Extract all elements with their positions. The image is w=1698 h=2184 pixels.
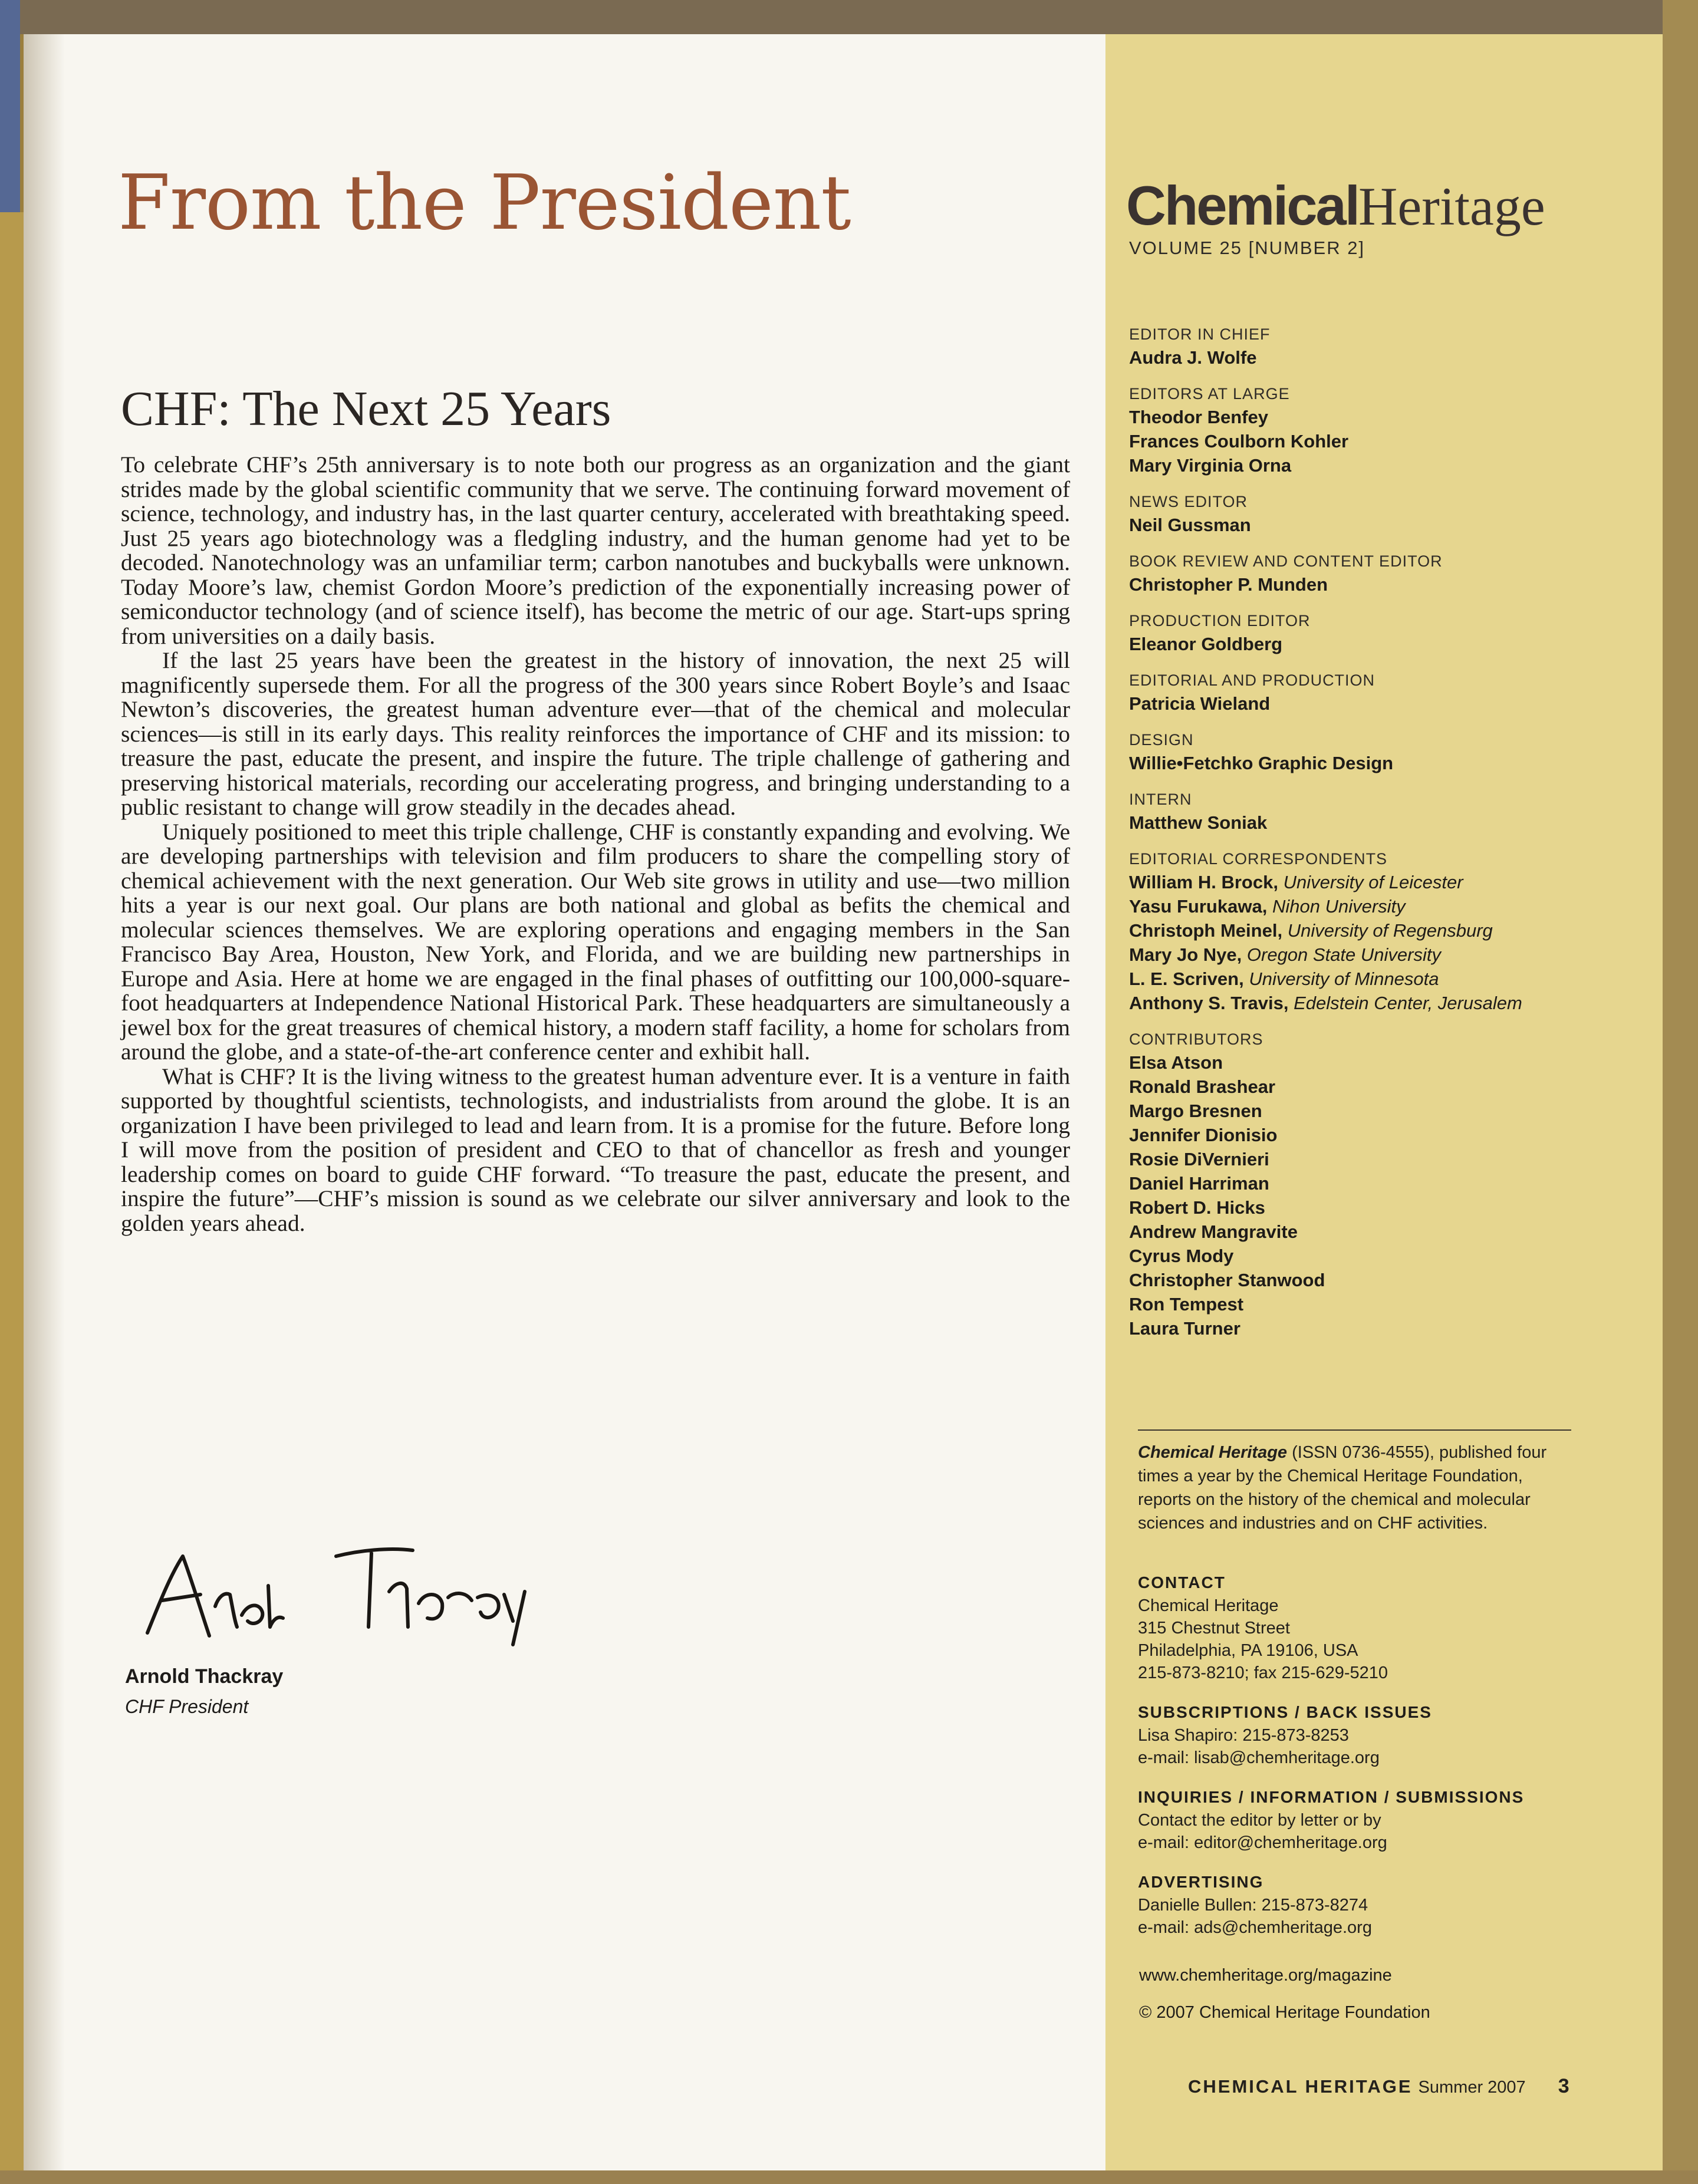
info-section — [1138, 1786, 1598, 1854]
page-footer — [1188, 2075, 1569, 2098]
info-line: Contact the editor by letter or by — [1138, 1811, 1381, 1830]
info-line[interactable]: e-mail: ads@chemheritage.org — [1138, 1918, 1372, 1937]
staff-name — [1129, 1050, 1613, 1075]
masthead-logo — [1126, 174, 1545, 238]
affiliation: Edelstein Center, Jerusalem — [1294, 993, 1522, 1013]
staff-section — [1129, 490, 1613, 537]
paragraph: Uniquely positioned to meet this triple challenge, CHF is constantly expanding and evolving. We are developing partnerships with television and film producers to share the compelling story of chemical achievement with the next generation. Our Web site grows in utility and use—two million hits a year is our next goal. Our plans are both national and global as befits the chemical and molecular sciences themselves. We are exploring operations and engaging members in the San Francisco Bay Area, Houston, New York, and Florida, and we are building new partnerships in Europe and Asia. Here at home we are engaged in the final phases of outfitting our 100,000-square-foot headquarters at Independence National Historical Park. These headquarters are simultaneously a jewel box for the great treasures of chemical history, a modern staff facility, a home for scholars from around the globe, and a state-of-the-art conference center and exhibit hall. — [121, 818, 1070, 1065]
info-heading: SUBSCRIPTIONS / BACK ISSUES — [1138, 1703, 1432, 1721]
staff-role-heading: NEWS EDITOR — [1129, 493, 1248, 510]
affiliation: University of Regensburg — [1287, 920, 1493, 941]
info-line: Danielle Bullen: 215-873-8274 — [1138, 1896, 1368, 1915]
staff-role-heading: EDITORS AT LARGE — [1129, 385, 1290, 403]
handwritten-signature — [136, 1533, 548, 1651]
scan-edge-gold — [0, 212, 24, 2184]
staff-name — [1129, 1099, 1613, 1123]
affiliation: Oregon State University — [1246, 944, 1441, 965]
staff-role-heading: EDITOR IN CHIEF — [1129, 325, 1271, 343]
person-name: Frances Coulborn Kohler — [1129, 431, 1349, 452]
article-title: CHF: The Next 25 Years — [121, 381, 611, 436]
staff-role-heading: CONTRIBUTORS — [1129, 1030, 1263, 1048]
staff-section — [1129, 610, 1613, 656]
staff-name — [1129, 1244, 1613, 1268]
scan-edge-blue — [0, 0, 20, 212]
staff-name — [1129, 918, 1613, 943]
person-name: Christopher P. Munden — [1129, 574, 1328, 595]
page-number: 3 — [1558, 2075, 1569, 2097]
info-line: Philadelphia, PA 19106, USA — [1138, 1641, 1358, 1660]
staff-name — [1129, 691, 1613, 716]
info-line: Chemical Heritage — [1138, 1596, 1279, 1615]
staff-section — [1129, 1028, 1613, 1340]
info-section — [1138, 1571, 1598, 1684]
staff-role-heading: EDITORIAL CORRESPONDENTS — [1129, 850, 1388, 868]
staff-name — [1129, 991, 1613, 1015]
person-name: Robert D. Hicks — [1129, 1197, 1265, 1218]
divider — [1138, 1429, 1571, 1431]
person-name: Jennifer Dionisio — [1129, 1125, 1278, 1145]
info-section — [1138, 1701, 1598, 1769]
person-name: Andrew Mangravite — [1129, 1221, 1298, 1242]
affiliation: University of Leicester — [1283, 872, 1463, 892]
website-link[interactable]: www.chemheritage.org/magazine — [1139, 1966, 1392, 1985]
person-name: Christopher Stanwood — [1129, 1270, 1325, 1290]
scan-background-right — [1663, 0, 1698, 2184]
staff-section — [1129, 848, 1613, 1015]
footer-magazine-name: CHEMICAL HERITAGE — [1188, 2076, 1413, 2097]
person-name: Margo Bresnen — [1129, 1101, 1262, 1121]
person-name: Anthony S. Travis, — [1129, 993, 1289, 1013]
staff-name — [1129, 572, 1613, 597]
info-line[interactable]: e-mail: editor@chemheritage.org — [1138, 1833, 1387, 1852]
person-name: Matthew Soniak — [1129, 812, 1268, 833]
staff-section — [1129, 550, 1613, 597]
staff-name — [1129, 1268, 1613, 1292]
section-title: From the President — [118, 159, 851, 247]
staff-name — [1129, 632, 1613, 656]
person-name: Christoph Meinel, — [1129, 920, 1283, 941]
staff-name — [1129, 453, 1613, 477]
info-line[interactable]: e-mail: lisab@chemheritage.org — [1138, 1748, 1380, 1767]
info-heading: ADVERTISING — [1138, 1873, 1264, 1891]
paragraph: What is CHF? It is the living witness to the greatest human adventure ever. It is a venture in faith supported by thoughtful scientists, technologists, and industrialists from around the globe. It is an organization I have been privileged to lead and learn from. It is a promise for the future. Before long I will move from the position of president and CEO to that of chancellor as fresh and younger leadership comes on board to guide CHF forward. “To treasure the past, educate the present, and inspire the future”—CHF’s mission is sound as we celebrate our silver anniversary and look to the golden years ahead. — [121, 1063, 1070, 1236]
info-line: Lisa Shapiro: 215-873-8253 — [1138, 1726, 1349, 1745]
staff-name — [1129, 967, 1613, 991]
person-name: Audra J. Wolfe — [1129, 347, 1257, 368]
staff-name — [1129, 1171, 1613, 1195]
affiliation: Nihon University — [1272, 896, 1406, 917]
signer-role: CHF President — [125, 1696, 249, 1717]
info-heading: INQUIRIES / INFORMATION / SUBMISSIONS — [1138, 1788, 1525, 1806]
scan-background-bottom — [0, 2170, 1698, 2184]
person-name: Willie•Fetchko Graphic Design — [1129, 753, 1394, 773]
staff-name — [1129, 1147, 1613, 1171]
publication-description: (ISSN 0736-4555), published four times a year by the Chemical Heritage Foundation, reports on the history of the chemical and molecular sciences and industries and on CHF activities. — [1138, 1443, 1547, 1533]
signer-name: Arnold Thackray — [125, 1665, 284, 1688]
masthead-title-light: Heritage — [1358, 176, 1545, 236]
person-name: L. E. Scriven, — [1129, 969, 1244, 989]
staff-name — [1129, 1075, 1613, 1099]
staff-name — [1129, 429, 1613, 453]
footer-issue: Summer 2007 — [1418, 2078, 1526, 2097]
paragraph: To celebrate CHF’s 25th anniversary is to note both our progress as an organization and the giant strides made by the global scientific community that we serve. The continuing forward movement of science, technology, and industry has, in the last quarter century, accelerated with breathtaking speed. Just 25 years ago biotechnology was a fledgling industry, and the human genome had yet to be decoded. Nanotechnology was an unfamiliar term; carbon nanotubes and buckyballs were unknown. Today Moore’s law, chemist Gordon Moore’s prediction of the exponentially increasing power of semiconductor technology (and of science itself), has become the metric of our age. Start-ups spring from universities on a daily basis. — [121, 452, 1070, 649]
staff-name — [1129, 1195, 1613, 1220]
staff-name — [1129, 405, 1613, 429]
paragraph: If the last 25 years have been the greatest in the history of innovation, the next 25 will magnificently supersede them. For all the progress of the 300 years since Robert Boyle’s and Isaac Newton’s discoveries, the greatest human adventure ever—that of the chemical and molecular sciences—is still in its early days. This reality reinforces the importance of CHF and its mission: to treasure the past, educate the present, and inspire the future. The triple challenge of gathering and preserving historical materials, recording our accelerating progress, and bringing understanding to a public resistant to change will grow steadily in the decades ahead. — [121, 647, 1070, 820]
info-heading: CONTACT — [1138, 1573, 1226, 1592]
staff-name — [1129, 1220, 1613, 1244]
staff-list — [1129, 323, 1613, 1353]
staff-section — [1129, 323, 1613, 370]
staff-section — [1129, 729, 1613, 775]
person-name: Eleanor Goldberg — [1129, 634, 1283, 654]
masthead-title-bold: Chemical — [1126, 174, 1358, 236]
contact-info — [1138, 1571, 1598, 1955]
staff-role-heading: DESIGN — [1129, 731, 1194, 749]
volume-number: VOLUME 25 [NUMBER 2] — [1129, 238, 1365, 258]
staff-name — [1129, 513, 1613, 537]
staff-section — [1129, 669, 1613, 716]
staff-role-heading: BOOK REVIEW AND CONTENT EDITOR — [1129, 552, 1443, 570]
info-line: 315 Chestnut Street — [1138, 1619, 1290, 1638]
person-name: Rosie DiVernieri — [1129, 1149, 1269, 1170]
info-line: 215-873-8210; fax 215-629-5210 — [1138, 1663, 1388, 1682]
staff-name — [1129, 345, 1613, 370]
staff-role-heading: EDITORIAL AND PRODUCTION — [1129, 671, 1375, 689]
scan-background-top — [0, 0, 1698, 34]
staff-name — [1129, 894, 1613, 918]
binding-shadow — [24, 34, 65, 2170]
person-name: Neil Gussman — [1129, 515, 1251, 535]
person-name: William H. Brock, — [1129, 872, 1278, 892]
person-name: Patricia Wieland — [1129, 693, 1271, 714]
staff-section — [1129, 383, 1613, 477]
staff-section — [1129, 788, 1613, 835]
person-name: Elsa Atson — [1129, 1052, 1223, 1073]
person-name: Laura Turner — [1129, 1318, 1240, 1339]
publication-note — [1138, 1441, 1574, 1535]
person-name: Mary Jo Nye, — [1129, 944, 1242, 965]
staff-name — [1129, 1123, 1613, 1147]
person-name: Mary Virginia Orna — [1129, 455, 1292, 476]
staff-name — [1129, 811, 1613, 835]
person-name: Ron Tempest — [1129, 1294, 1244, 1315]
affiliation: University of Minnesota — [1249, 969, 1439, 989]
info-section — [1138, 1870, 1598, 1939]
person-name: Ronald Brashear — [1129, 1076, 1276, 1097]
person-name: Theodor Benfey — [1129, 407, 1268, 427]
staff-name — [1129, 1292, 1613, 1316]
publication-title: Chemical Heritage — [1138, 1443, 1288, 1462]
staff-role-heading: PRODUCTION EDITOR — [1129, 612, 1311, 630]
article-body — [121, 453, 1070, 1236]
staff-name — [1129, 751, 1613, 775]
staff-role-heading: INTERN — [1129, 790, 1192, 808]
copyright-notice: © 2007 Chemical Heritage Foundation — [1139, 2003, 1430, 2022]
person-name: Yasu Furukawa, — [1129, 896, 1268, 917]
staff-name — [1129, 870, 1613, 894]
person-name: Daniel Harriman — [1129, 1173, 1269, 1194]
staff-name — [1129, 943, 1613, 967]
person-name: Cyrus Mody — [1129, 1246, 1234, 1266]
staff-name — [1129, 1316, 1613, 1340]
